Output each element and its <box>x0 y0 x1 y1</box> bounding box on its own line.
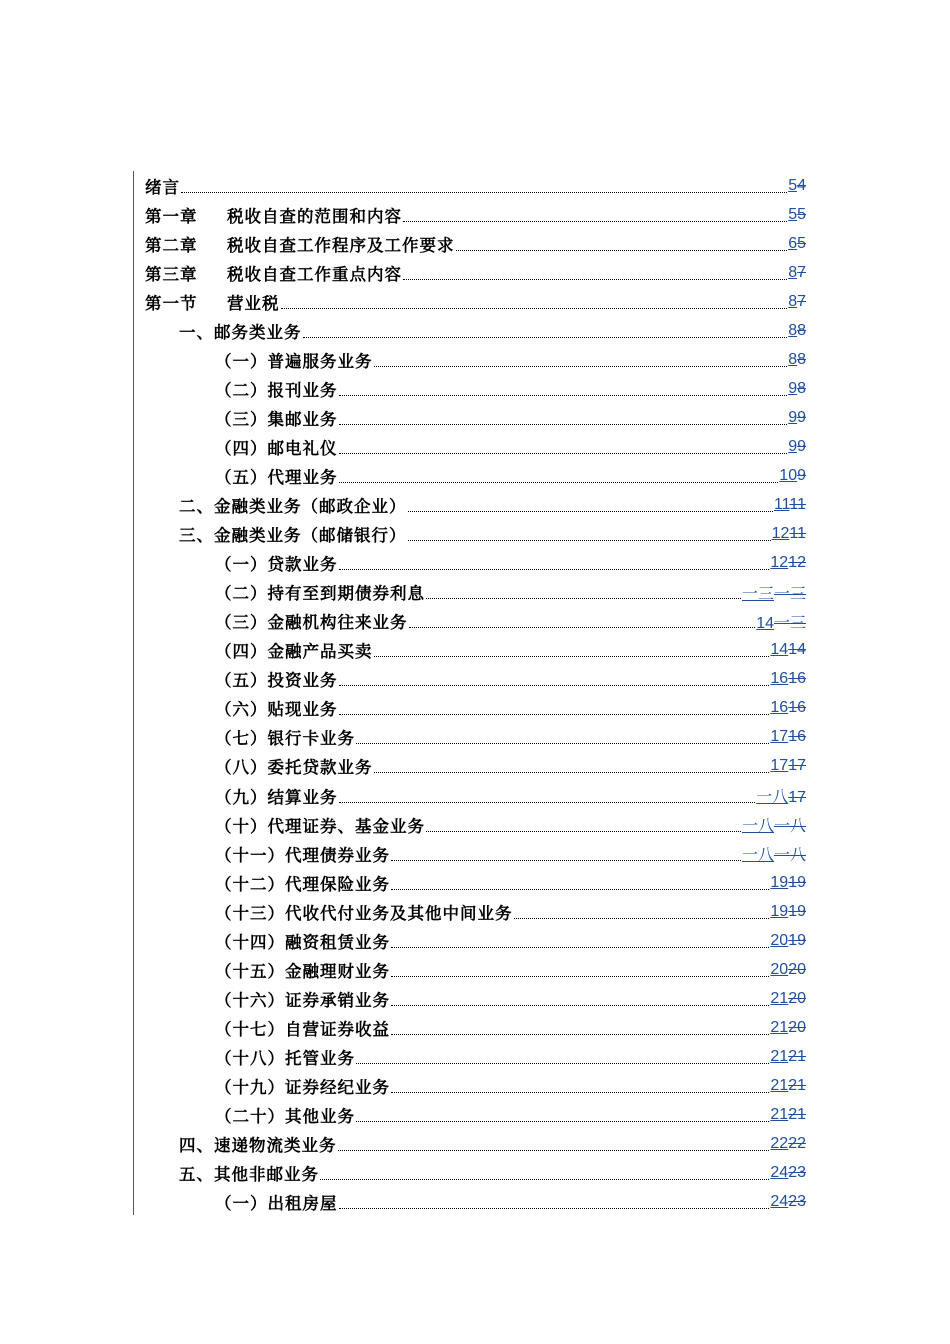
dot-leader <box>514 917 770 919</box>
toc-entry[interactable] <box>133 374 806 403</box>
toc-entry[interactable] <box>133 200 806 229</box>
toc-entry[interactable] <box>133 520 806 549</box>
page-number-new[interactable]: 8 <box>788 292 798 310</box>
toc-entry-title <box>215 638 373 662</box>
page-number-new[interactable]: 8 <box>788 263 798 281</box>
toc-entry-text: 五、其他非邮业务 <box>179 1165 319 1185</box>
toc-entry-number: 第一节 <box>145 293 198 313</box>
page-number-new[interactable]: 20 <box>770 931 789 949</box>
dot-leader <box>339 394 788 396</box>
page-number-deleted: 一八 <box>773 847 806 865</box>
page-number-new[interactable]: 21 <box>770 1106 789 1124</box>
toc-entry-title <box>215 958 390 982</box>
toc-entry-title <box>179 522 407 546</box>
page-number-deleted: 一三 <box>773 614 806 632</box>
toc-page-number[interactable] <box>770 1135 806 1153</box>
page-number-deleted: 16 <box>788 699 806 717</box>
page-number-deleted: 23 <box>788 1193 806 1211</box>
toc-entry-text: （六）贴现业务 <box>215 700 338 720</box>
toc-entry[interactable] <box>133 1188 806 1217</box>
toc-page-number[interactable] <box>774 496 806 514</box>
toc-page-number[interactable] <box>770 903 806 921</box>
toc-entry[interactable] <box>133 694 806 723</box>
dot-leader <box>391 859 741 861</box>
toc-entry-text: 税收自查工作重点内容 <box>227 264 402 284</box>
toc-entry-title <box>215 348 373 372</box>
toc-page-number[interactable] <box>772 525 806 543</box>
toc-entry[interactable] <box>133 578 806 607</box>
toc-page-number[interactable] <box>788 322 806 340</box>
toc-entry-title <box>215 464 338 488</box>
page-number-new[interactable]: 10 <box>779 466 798 484</box>
dot-leader <box>374 365 788 367</box>
page-number-deleted: 14 <box>788 641 806 659</box>
dot-leader <box>339 801 756 803</box>
toc-entry-text: （一）普遍服务业务 <box>215 351 373 371</box>
toc-entry-text: （一）出租房屋 <box>215 1194 338 1214</box>
toc-entry-text: 一、邮务类业务 <box>179 322 302 342</box>
toc-entry-title <box>145 232 455 256</box>
toc-entry-text: 税收自查的范围和内容 <box>227 206 402 226</box>
page-number-new[interactable]: 6 <box>788 234 798 252</box>
toc-entry-text: （二十）其他业务 <box>215 1107 355 1127</box>
dot-leader <box>391 1033 769 1035</box>
page-number-new[interactable]: 11 <box>773 496 790 514</box>
toc-entry[interactable] <box>133 461 806 490</box>
toc-entry-text: （八）委托贷款业务 <box>215 758 373 778</box>
toc-entry[interactable] <box>133 1042 806 1071</box>
toc-entry-title <box>215 842 390 866</box>
dot-leader <box>356 1062 769 1064</box>
page-number-new[interactable]: 20 <box>770 960 789 978</box>
toc-page-number[interactable] <box>742 813 806 836</box>
page-number-deleted: 19 <box>788 931 806 949</box>
dot-leader <box>339 452 788 454</box>
toc-entry[interactable] <box>133 723 806 752</box>
page-number-new[interactable]: 12 <box>770 554 789 572</box>
toc-entry-text: （五）代理业务 <box>215 467 338 487</box>
toc-entry-title <box>215 696 338 720</box>
toc-page-number[interactable] <box>742 842 806 865</box>
toc-entry-number: 第三章 <box>145 264 198 284</box>
toc-entry-title <box>215 1045 355 1069</box>
page-number-new[interactable]: 9 <box>788 437 798 455</box>
toc-page-number[interactable] <box>770 554 806 572</box>
page-number-new[interactable]: 5 <box>788 176 798 194</box>
toc-page-number[interactable] <box>779 467 806 485</box>
toc-entry-text: （十二）代理保险业务 <box>215 874 390 894</box>
toc-entry-text: （十六）证券承销业务 <box>215 990 390 1010</box>
page-number-deleted: 11 <box>789 496 806 514</box>
toc-entry-title <box>215 1074 390 1098</box>
toc-page-number[interactable] <box>770 757 806 775</box>
dot-leader <box>426 597 741 599</box>
toc-page-number[interactable] <box>770 1077 806 1095</box>
toc-entry-title <box>145 203 402 227</box>
toc-entry-title <box>179 1132 337 1156</box>
toc-entry-text: （四）金融产品买卖 <box>215 642 373 662</box>
toc-page-number[interactable] <box>770 670 806 688</box>
toc-entry[interactable] <box>133 926 806 955</box>
dot-leader <box>409 626 756 628</box>
dot-leader <box>408 539 771 541</box>
page-number-new[interactable]: 21 <box>770 989 789 1007</box>
page-number-deleted: 20 <box>788 1018 806 1036</box>
toc-page-number[interactable] <box>770 874 806 892</box>
page-number-deleted: 8 <box>797 379 806 397</box>
dot-leader <box>403 278 787 280</box>
toc-page-number[interactable] <box>788 264 806 282</box>
dot-leader <box>339 481 779 483</box>
toc-entry-text: （十七）自营证券收益 <box>215 1019 390 1039</box>
toc-page-number[interactable] <box>742 581 806 604</box>
page-number-deleted: 22 <box>788 1135 806 1153</box>
page-number-deleted: 17 <box>788 757 806 775</box>
page-number-new[interactable]: 24 <box>770 1193 789 1211</box>
toc-entry-title <box>215 813 425 837</box>
toc-entry[interactable] <box>133 1159 806 1188</box>
toc-entry-title <box>215 1103 355 1127</box>
toc-page-number[interactable] <box>788 177 806 195</box>
toc-page-number[interactable] <box>788 206 806 224</box>
page-number-deleted: 19 <box>788 873 806 891</box>
toc-page-number[interactable] <box>770 699 806 717</box>
toc-page-number[interactable] <box>770 1164 806 1182</box>
page-number-deleted: 9 <box>797 437 806 455</box>
toc-page-number[interactable] <box>770 990 806 1008</box>
toc-entry[interactable] <box>133 171 806 200</box>
dot-leader <box>391 1091 769 1093</box>
dot-leader <box>181 191 787 193</box>
toc-entry[interactable] <box>133 752 806 781</box>
page-number-deleted: 7 <box>797 292 806 310</box>
table-of-contents <box>133 171 806 1217</box>
toc-entry-title <box>179 1161 319 1185</box>
page-number-deleted: 23 <box>788 1164 806 1182</box>
page-number-new[interactable]: 16 <box>770 699 789 717</box>
toc-entry[interactable] <box>133 258 806 287</box>
dot-leader <box>356 742 769 744</box>
toc-entry[interactable] <box>133 345 806 374</box>
page-number-deleted: 5 <box>797 205 806 223</box>
page-number-deleted: 17 <box>788 789 806 806</box>
page-number-deleted: 16 <box>788 728 806 746</box>
toc-entry-text: （三）集邮业务 <box>215 409 338 429</box>
page-number-deleted: 5 <box>797 234 806 252</box>
dot-leader <box>426 830 741 832</box>
toc-entry-text: （十一）代理债券业务 <box>215 845 390 865</box>
page-number-new[interactable]: 21 <box>770 1047 789 1065</box>
toc-page-number[interactable] <box>770 961 806 979</box>
page-number-new[interactable]: 21 <box>770 1018 789 1036</box>
dot-leader <box>320 1178 769 1180</box>
page-number-new[interactable]: 21 <box>770 1076 789 1094</box>
toc-entry-text: 营业税 <box>227 293 280 313</box>
dot-leader <box>391 888 769 890</box>
page-number-deleted: 4 <box>797 176 806 194</box>
toc-entry-text: 二、金融类业务（邮政企业） <box>179 497 407 517</box>
toc-entry[interactable] <box>133 955 806 984</box>
toc-entry-title <box>215 1190 338 1214</box>
dot-leader <box>408 510 773 512</box>
toc-entry-title <box>215 609 408 633</box>
page-number-new[interactable]: 一八 <box>756 789 789 806</box>
page-number-new[interactable]: 一八 <box>741 847 774 865</box>
toc-entry[interactable] <box>133 607 806 636</box>
toc-entry-number: 第二章 <box>145 235 198 255</box>
page-number-deleted: 一三 <box>773 585 806 603</box>
toc-entry[interactable] <box>133 868 806 897</box>
toc-page-number[interactable] <box>788 409 806 427</box>
toc-entry[interactable] <box>133 1071 806 1100</box>
toc-entry-title <box>215 871 390 895</box>
toc-page-number[interactable] <box>770 1193 806 1211</box>
page-number-new[interactable]: 14 <box>770 641 789 659</box>
toc-entry-text: （五）投资业务 <box>215 671 338 691</box>
page-number-deleted: 19 <box>788 902 806 920</box>
page-number-deleted: 12 <box>788 554 806 572</box>
page-number-deleted: 21 <box>788 1076 806 1094</box>
toc-entry-text: （三）金融机构往来业务 <box>215 613 408 633</box>
dot-leader <box>391 1004 769 1006</box>
dot-leader <box>339 713 770 715</box>
toc-entry[interactable] <box>133 432 806 461</box>
page-number-new[interactable]: 17 <box>770 757 789 775</box>
dot-leader <box>403 220 787 222</box>
toc-entry-text: 绪言 <box>145 177 180 197</box>
page-number-new[interactable]: 9 <box>788 408 798 426</box>
toc-entry[interactable] <box>133 810 806 839</box>
page-number-new[interactable]: 12 <box>771 525 790 543</box>
toc-page-number[interactable] <box>788 380 806 398</box>
toc-entry-text: 三、金融类业务（邮储银行） <box>179 526 407 546</box>
dot-leader <box>356 1120 769 1122</box>
page-number-new[interactable]: 24 <box>770 1164 789 1182</box>
page-number-new[interactable]: 8 <box>788 350 798 368</box>
toc-entry-title <box>215 406 338 430</box>
page-number-deleted: 9 <box>797 466 806 484</box>
dot-leader <box>456 249 788 251</box>
page-number-new[interactable]: 19 <box>770 902 789 920</box>
toc-entry-title <box>215 377 338 401</box>
page-number-new[interactable]: 9 <box>788 379 798 397</box>
toc-entry-text: （四）邮电礼仪 <box>215 438 338 458</box>
toc-entry[interactable] <box>133 636 806 665</box>
page-number-new[interactable]: 8 <box>788 321 798 339</box>
toc-page-number[interactable] <box>756 784 806 807</box>
toc-entry-title <box>215 900 513 924</box>
dot-leader <box>339 423 788 425</box>
toc-page-number[interactable] <box>788 351 806 369</box>
toc-page-number[interactable] <box>770 728 806 746</box>
toc-entry-text: （二）报刊业务 <box>215 380 338 400</box>
page-number-deleted: 21 <box>788 1106 806 1124</box>
toc-entry[interactable] <box>133 781 806 810</box>
toc-entry[interactable] <box>133 229 806 258</box>
dot-leader <box>374 655 770 657</box>
page-number-deleted: 20 <box>788 960 806 978</box>
toc-entry-text: （十八）托管业务 <box>215 1048 355 1068</box>
toc-entry-title <box>215 784 338 808</box>
toc-page-number[interactable] <box>770 932 806 950</box>
toc-entry-text: （十三）代收代付业务及其他中间业务 <box>215 903 513 923</box>
toc-entry[interactable] <box>133 984 806 1013</box>
page-number-deleted: 一八 <box>773 818 806 836</box>
toc-entry[interactable] <box>133 1101 806 1130</box>
toc-entry[interactable] <box>133 839 806 868</box>
toc-page-number[interactable] <box>770 1048 806 1066</box>
dot-leader <box>338 1149 770 1151</box>
toc-entry-text: （十）代理证券、基金业务 <box>215 816 425 836</box>
page-number-new[interactable]: 22 <box>770 1135 789 1153</box>
toc-page-number[interactable] <box>788 293 806 311</box>
page-number-deleted: 11 <box>789 525 806 543</box>
toc-entry-number: 第一章 <box>145 206 198 226</box>
toc-page-number[interactable] <box>770 1106 806 1124</box>
toc-entry[interactable] <box>133 897 806 926</box>
toc-page-number[interactable] <box>788 438 806 456</box>
page-number-new[interactable]: 一三 <box>741 585 774 603</box>
page-number-deleted: 20 <box>788 989 806 1007</box>
toc-entry-title <box>215 435 338 459</box>
page-number-deleted: 21 <box>788 1047 806 1065</box>
toc-entry-title <box>145 290 280 314</box>
page-number-new[interactable]: 16 <box>770 670 789 688</box>
dot-leader <box>391 946 769 948</box>
page-number-new[interactable]: 17 <box>770 728 789 746</box>
toc-entry-title <box>215 754 373 778</box>
toc-entry[interactable] <box>133 403 806 432</box>
toc-entry-title <box>215 1016 390 1040</box>
toc-entry-title <box>145 261 402 285</box>
toc-entry-title <box>215 580 425 604</box>
page-number-deleted: 8 <box>797 350 806 368</box>
dot-leader <box>281 307 788 309</box>
toc-page-number[interactable] <box>756 610 806 633</box>
toc-page-number[interactable] <box>770 641 806 659</box>
dot-leader <box>339 684 770 686</box>
dot-leader <box>303 336 788 338</box>
toc-page-number[interactable] <box>788 235 806 253</box>
toc-entry[interactable] <box>133 316 806 345</box>
toc-entry-title <box>215 551 338 575</box>
dot-leader <box>339 1207 770 1209</box>
toc-page-number[interactable] <box>770 1019 806 1037</box>
toc-entry-title <box>145 174 180 198</box>
toc-entry-text: （二）持有至到期债券利息 <box>215 584 425 604</box>
page-number-new[interactable]: 5 <box>788 205 798 223</box>
toc-entry[interactable] <box>133 287 806 316</box>
toc-entry-text: （十五）金融理财业务 <box>215 961 390 981</box>
dot-leader <box>339 568 770 570</box>
page-number-deleted: 8 <box>797 321 806 339</box>
toc-entry[interactable] <box>133 1130 806 1159</box>
page-number-deleted: 16 <box>788 670 806 688</box>
toc-entry-title <box>179 319 302 343</box>
toc-entry-title <box>215 667 338 691</box>
toc-entry[interactable] <box>133 1013 806 1042</box>
page-number-deleted: 9 <box>797 408 806 426</box>
toc-entry[interactable] <box>133 549 806 578</box>
toc-entry-title <box>215 987 390 1011</box>
toc-entry-text: （一）贷款业务 <box>215 555 338 575</box>
toc-entry-text: 税收自查工作程序及工作要求 <box>227 235 455 255</box>
toc-entry-text: 四、速递物流类业务 <box>179 1136 337 1156</box>
dot-leader <box>391 975 769 977</box>
toc-entry-title <box>179 493 407 517</box>
toc-entry-text: （九）结算业务 <box>215 787 338 807</box>
toc-entry[interactable] <box>133 491 806 520</box>
toc-entry-title <box>215 725 355 749</box>
toc-entry-text: （十九）证券经纪业务 <box>215 1077 390 1097</box>
toc-entry-text: （七）银行卡业务 <box>215 729 355 749</box>
dot-leader <box>374 771 770 773</box>
toc-entry[interactable] <box>133 665 806 694</box>
toc-entry-text: （十四）融资租赁业务 <box>215 932 390 952</box>
page-number-new[interactable]: 14 <box>756 614 774 632</box>
page-number-deleted: 7 <box>797 263 806 281</box>
toc-entry-title <box>215 929 390 953</box>
page-number-new[interactable]: 19 <box>770 873 789 891</box>
page-number-new[interactable]: 一八 <box>741 818 774 836</box>
